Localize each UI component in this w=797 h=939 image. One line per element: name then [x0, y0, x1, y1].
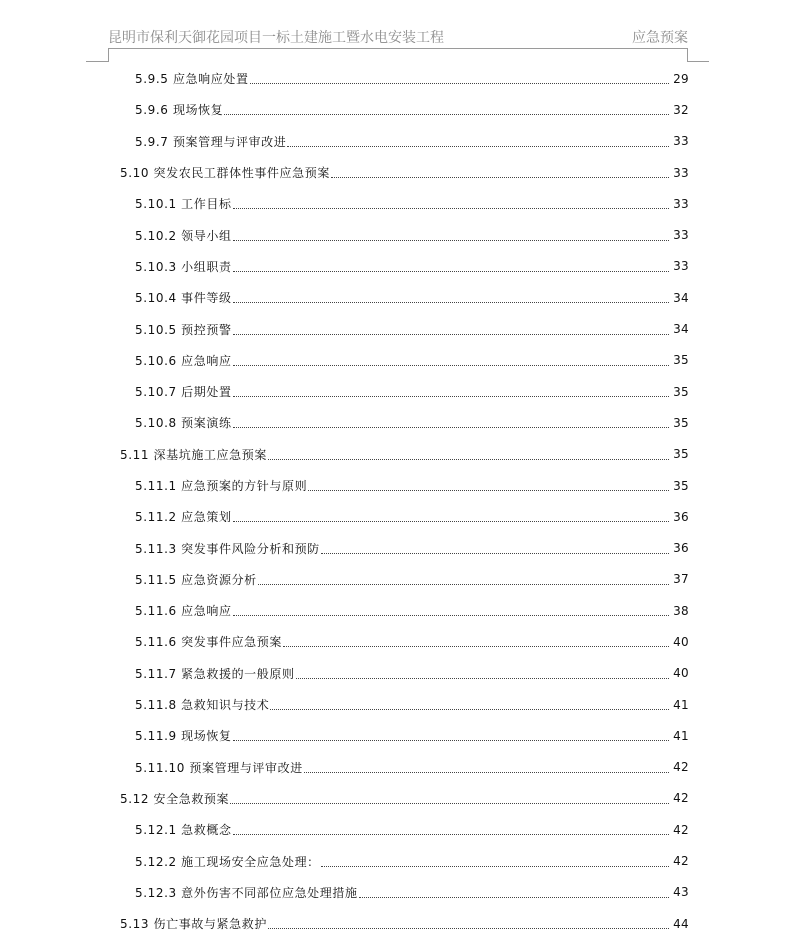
toc-leader-dots — [268, 927, 669, 929]
toc-entry-title: 5.12.3 意外伤害不同部位应急处理措施 — [135, 885, 358, 900]
toc-leader-dots — [304, 771, 669, 773]
toc-entry-page-number: 29 — [673, 71, 689, 86]
toc-entry[interactable] — [0, 814, 797, 845]
toc-entry[interactable] — [0, 689, 797, 720]
toc-entry-title: 5.12.1 急救概念 — [135, 823, 232, 838]
toc-leader-dots — [224, 113, 669, 115]
toc-entry-title: 5.11.7 紧急救援的一般原则 — [135, 666, 295, 681]
toc-leader-dots — [283, 645, 669, 647]
toc-leader-dots — [233, 739, 669, 741]
toc-entry-page-number: 35 — [673, 353, 689, 368]
toc-leader-dots — [321, 552, 669, 554]
toc-entry-page-number: 36 — [673, 509, 689, 524]
toc-entry-title: 5.11.9 现场恢复 — [135, 729, 232, 744]
toc-leader-dots — [359, 896, 669, 898]
header-project-title: 昆明市保利天御花园项目一标土建施工暨水电安装工程 — [108, 30, 444, 46]
toc-entry-page-number: 32 — [673, 102, 689, 117]
crop-mark-top-left — [86, 48, 109, 62]
toc-entry-title: 5.13 伤亡事故与紧急救护 — [120, 917, 267, 932]
toc-entry-page-number: 35 — [673, 478, 689, 493]
toc-leader-dots — [233, 614, 669, 616]
toc-entry[interactable] — [0, 501, 797, 532]
toc-entry-page-number: 33 — [673, 259, 689, 274]
toc-entry[interactable] — [0, 282, 797, 313]
toc-entry-title: 5.11.5 应急资源分析 — [135, 572, 257, 587]
toc-entry[interactable] — [0, 345, 797, 376]
toc-leader-dots — [321, 865, 669, 867]
toc-leader-dots — [233, 426, 669, 428]
toc-entry-page-number: 44 — [673, 916, 689, 931]
toc-entry-title: 5.11.8 急救知识与技术 — [135, 698, 270, 713]
toc-leader-dots — [230, 802, 669, 804]
toc-entry[interactable] — [0, 126, 797, 157]
toc-entry-page-number: 35 — [673, 384, 689, 399]
toc-leader-dots — [331, 176, 669, 178]
toc-entry-page-number: 38 — [673, 603, 689, 618]
toc-entry-title: 5.11.3 突发事件风险分析和预防 — [135, 541, 320, 556]
toc-entry[interactable] — [0, 658, 797, 689]
toc-entry-title: 5.12.2 施工现场安全应急处理： — [135, 854, 320, 869]
toc-entry[interactable] — [0, 94, 797, 125]
toc-entry-page-number: 33 — [673, 228, 689, 243]
toc-entry-title: 5.10.7 后期处置 — [135, 385, 232, 400]
toc-entry[interactable] — [0, 470, 797, 501]
toc-entry-page-number: 35 — [673, 415, 689, 430]
toc-entry-page-number: 34 — [673, 290, 689, 305]
toc-entry-title: 5.11.6 突发事件应急预案 — [135, 635, 282, 650]
toc-entry-title: 5.10.6 应急响应 — [135, 353, 232, 368]
toc-leader-dots — [287, 145, 669, 147]
header-section-title: 应急预案 — [632, 30, 688, 46]
toc-entry[interactable] — [0, 595, 797, 626]
toc-entry[interactable] — [0, 439, 797, 470]
toc-entry[interactable] — [0, 752, 797, 783]
toc-entry[interactable] — [0, 407, 797, 438]
toc-entry[interactable] — [0, 532, 797, 563]
toc-entry-page-number: 35 — [673, 447, 689, 462]
toc-entry[interactable] — [0, 63, 797, 94]
toc-entry-title: 5.9.5 应急响应处置 — [135, 72, 249, 87]
toc-leader-dots — [268, 458, 669, 460]
table-of-contents — [0, 63, 797, 939]
toc-entry-page-number: 42 — [673, 760, 689, 775]
toc-entry-title: 5.10.8 预案演练 — [135, 416, 232, 431]
toc-entry-title: 5.10.5 预控预警 — [135, 322, 232, 337]
toc-entry-title: 5.10.1 工作目标 — [135, 197, 232, 212]
toc-entry[interactable] — [0, 877, 797, 908]
toc-entry-page-number: 33 — [673, 134, 689, 149]
toc-entry[interactable] — [0, 626, 797, 657]
toc-entry[interactable] — [0, 251, 797, 282]
toc-entry-title: 5.10.4 事件等级 — [135, 291, 232, 306]
crop-mark-top-right-horizontal — [688, 61, 709, 62]
toc-entry-page-number: 40 — [673, 666, 689, 681]
toc-entry-title: 5.11.6 应急响应 — [135, 604, 232, 619]
toc-entry-page-number: 34 — [673, 322, 689, 337]
toc-entry-page-number: 36 — [673, 541, 689, 556]
toc-leader-dots — [233, 333, 669, 335]
toc-entry-title: 5.10.3 小组职责 — [135, 259, 232, 274]
toc-entry[interactable] — [0, 219, 797, 250]
toc-entry-page-number: 43 — [673, 885, 689, 900]
toc-leader-dots — [270, 708, 669, 710]
toc-leader-dots — [233, 207, 669, 209]
toc-entry-title: 5.11 深基坑施工应急预案 — [120, 447, 267, 462]
toc-entry[interactable] — [0, 376, 797, 407]
toc-leader-dots — [233, 833, 669, 835]
toc-leader-dots — [233, 239, 669, 241]
toc-leader-dots — [233, 395, 669, 397]
toc-entry[interactable] — [0, 845, 797, 876]
toc-entry-title: 5.9.6 现场恢复 — [135, 103, 224, 118]
toc-entry-page-number: 37 — [673, 572, 689, 587]
toc-entry-title: 5.9.7 预案管理与评审改进 — [135, 134, 287, 149]
toc-entry[interactable] — [0, 908, 797, 939]
toc-entry[interactable] — [0, 720, 797, 751]
toc-entry-page-number: 33 — [673, 165, 689, 180]
toc-entry-title: 5.12 安全急救预案 — [120, 791, 230, 806]
toc-entry-page-number: 41 — [673, 697, 689, 712]
toc-leader-dots — [233, 270, 669, 272]
toc-entry[interactable] — [0, 157, 797, 188]
header-rule — [108, 48, 688, 49]
toc-leader-dots — [233, 301, 669, 303]
crop-mark-top-left-horizontal — [86, 61, 108, 62]
toc-leader-dots — [258, 583, 669, 585]
toc-leader-dots — [308, 489, 669, 491]
toc-entry-page-number: 33 — [673, 196, 689, 211]
crop-mark-top-right — [687, 48, 709, 62]
toc-entry-page-number: 41 — [673, 728, 689, 743]
toc-leader-dots — [296, 677, 669, 679]
toc-entry-title: 5.10 突发农民工群体性事件应急预案 — [120, 166, 330, 181]
toc-entry[interactable] — [0, 783, 797, 814]
toc-leader-dots — [233, 520, 669, 522]
toc-entry-title: 5.10.2 领导小组 — [135, 228, 232, 243]
toc-entry-page-number: 42 — [673, 854, 689, 869]
toc-entry-page-number: 40 — [673, 634, 689, 649]
toc-entry-page-number: 42 — [673, 822, 689, 837]
toc-entry-title: 5.11.2 应急策划 — [135, 510, 232, 525]
toc-leader-dots — [233, 364, 669, 366]
toc-leader-dots — [250, 82, 669, 84]
toc-entry[interactable] — [0, 188, 797, 219]
toc-entry-page-number: 42 — [673, 791, 689, 806]
toc-entry-title: 5.11.1 应急预案的方针与原则 — [135, 479, 308, 493]
toc-entry-title: 5.11.10 预案管理与评审改进 — [135, 760, 303, 775]
toc-entry[interactable] — [0, 313, 797, 344]
toc-entry[interactable] — [0, 564, 797, 595]
